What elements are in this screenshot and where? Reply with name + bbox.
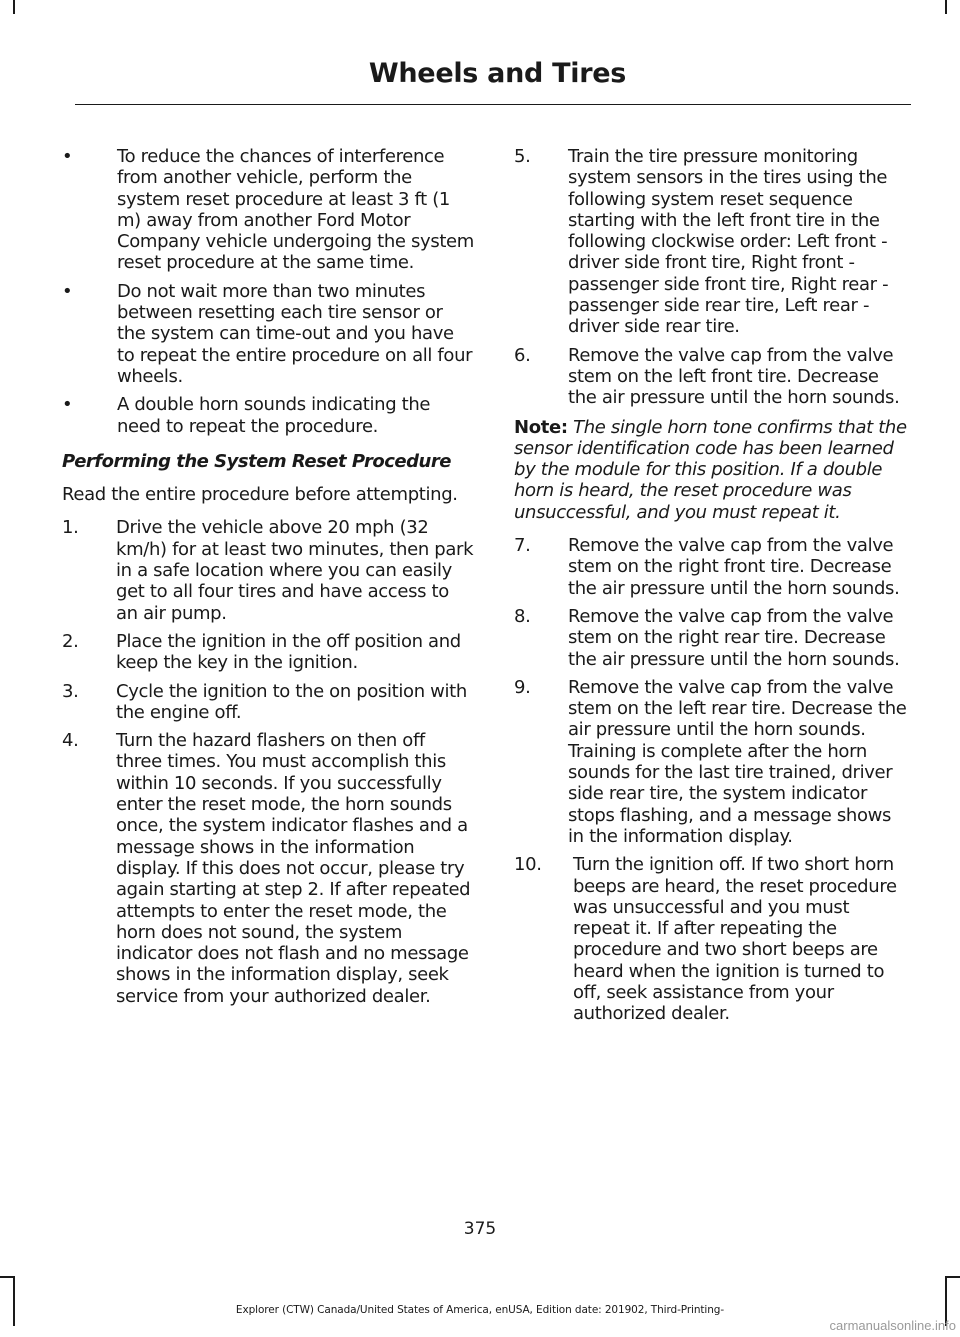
step-item: [514, 535, 908, 599]
crop-mark-bottom-left-h: [0, 1276, 14, 1278]
bullet-marker: •: [62, 146, 73, 167]
step-number: 10.: [514, 854, 542, 876]
step-number: 2.: [62, 630, 79, 652]
bullet-item: [62, 281, 474, 387]
bullet-text: To reduce the chances of interference from another vehicle, perform the system reset procedure at least 3 ft (1 m) away from another Ford Motor Company vehicle undergoing the system reset procedure at the same time.: [117, 146, 474, 274]
bullet-item: [62, 146, 474, 274]
crop-mark-bottom-left: [13, 1276, 15, 1326]
step-item: [514, 606, 908, 670]
crop-mark-top-left: [13, 0, 15, 14]
step-text: Drive the vehicle above 20 mph (32 km/h) for at least two minutes, then park in a safe location where you can easily get to all four tires and have access to an air pump.: [116, 517, 474, 624]
step-number: 7.: [514, 535, 531, 557]
step-text: Place the ignition in the off position and keep the key in the ignition.: [116, 630, 461, 674]
step-number: 1.: [62, 517, 79, 539]
bullet-text: Do not wait more than two minutes between resetting each tire sensor or the system can time-out and you have to repeat the entire procedure on all four wheels.: [117, 280, 473, 387]
edition-footer: Explorer (CTW) Canada/United States of America, enUSA, Edition date: 201902, Third-Printing-: [235, 1304, 725, 1316]
step-text: Turn the hazard flashers on then off three times. You must accomplish this within 10 seconds. If you successfully enter the reset mode, the horn sounds once, the system indicator flashes and a message shows in the information display. If this does not occur, please try again starting at step 2. If after repeated attempts to enter the reset mode, the horn does not sound, the system indicator does not flash and no message shows in the information display, seek service from your authorized dealer.: [116, 730, 471, 1007]
step-item: [62, 631, 474, 674]
step-text: Remove the valve cap from the valve stem on the right rear tire. Decrease the air pressure until the horn sounds.: [568, 605, 900, 670]
step-item: [514, 345, 908, 409]
step-number: 8.: [514, 605, 531, 627]
page-title: Wheels and Tires: [368, 58, 626, 89]
step-item: [62, 681, 474, 724]
watermark-link[interactable]: carmanualsonline.info: [829, 1318, 956, 1333]
bullet-text: A double horn sounds indicating the need to repeat the procedure.: [117, 394, 431, 437]
crop-mark-top-right: [945, 0, 947, 14]
left-column: [62, 146, 474, 1014]
step-text: Train the tire pressure monitoring system sensors in the tires using the following system reset sequence starting with the left front tire in the following clockwise order: Left front - driver side front tire, Right front - passenger side front tire, Right rear - passenger side rear tire, Left rear - driver side rear tire.: [568, 146, 889, 338]
note-text: The single horn tone confirms that the sensor identification code has been learned by the module for this position. If a double horn is heard, the reset procedure was unsuccessful, and you must repeat it.: [514, 416, 907, 523]
title-divider: [75, 104, 911, 105]
step-number: 5.: [514, 146, 531, 167]
bullet-marker: •: [62, 394, 73, 416]
bullet-item: [62, 394, 474, 437]
step-item: [62, 730, 474, 1007]
step-text: Remove the valve cap from the valve stem on the left rear tire. Decrease the air pressure until the horn sounds. Training is complete after the horn sounds for the last tire trained, driver side rear tire, the system indicator stops flashing, and a message shows in the information display.: [568, 676, 907, 847]
right-column: [514, 146, 908, 1032]
step-number: 4.: [62, 730, 79, 752]
step-number: 3.: [62, 680, 79, 702]
step-item: [514, 677, 908, 847]
crop-mark-bottom-right-h: [946, 1276, 960, 1278]
note-label: Note:: [514, 416, 568, 438]
step-text: Cycle the ignition to the on position with the engine off.: [116, 680, 467, 723]
note-paragraph: [514, 417, 908, 523]
step-text: Turn the ignition off. If two short horn beeps are heard, the reset procedure was unsuccessful and you must repeat it. If after repeating the procedure and two short beeps are heard when the ignition is turned to off, seek assistance from your authorized dealer.: [573, 854, 897, 1025]
page-number: 375: [463, 1219, 497, 1239]
section-subheading: Performing the System Reset Procedure: [62, 450, 451, 472]
step-number: 6.: [514, 344, 531, 366]
step-item: [62, 517, 474, 623]
step-text: Remove the valve cap from the valve stem on the right front tire. Decrease the air pressure until the horn sounds.: [568, 535, 900, 599]
step-number: 9.: [514, 676, 531, 698]
step-text: Remove the valve cap from the valve stem on the left front tire. Decrease the air pressure until the horn sounds.: [568, 344, 900, 409]
step-item: [514, 854, 908, 1024]
step-item: [514, 146, 908, 338]
bullet-marker: •: [62, 280, 73, 302]
intro-paragraph: Read the entire procedure before attempting.: [62, 484, 458, 506]
